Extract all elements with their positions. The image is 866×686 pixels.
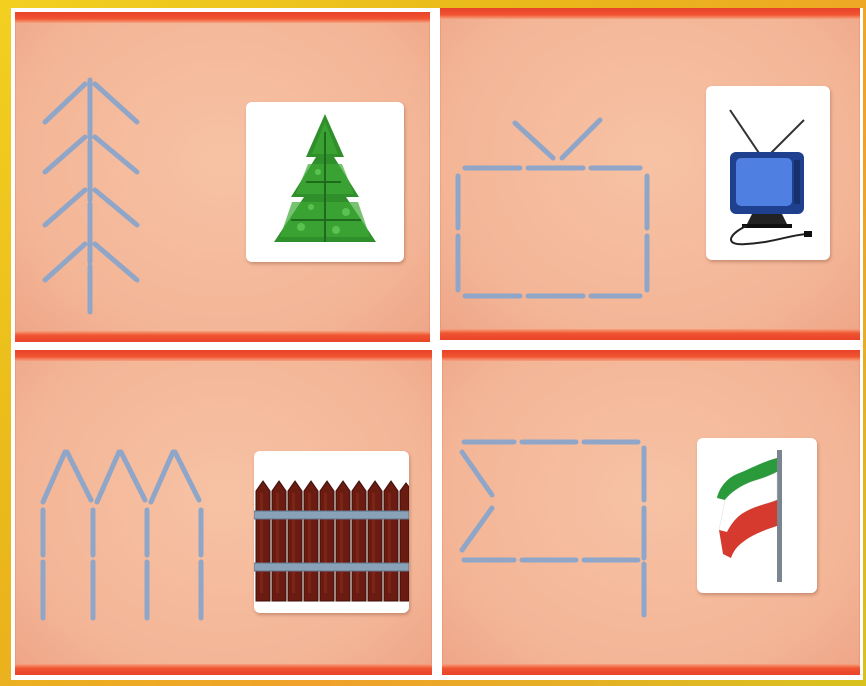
card-flag — [442, 350, 860, 675]
card-tree — [15, 12, 430, 342]
television-icon — [706, 86, 830, 260]
flag-icon — [697, 438, 817, 593]
card-fence — [15, 350, 432, 675]
flag-picture-tile — [697, 438, 817, 593]
fence-picture-tile — [254, 451, 409, 613]
fence-icon — [254, 451, 409, 613]
tv-picture-tile — [706, 86, 830, 260]
tree-picture-tile — [246, 102, 404, 262]
card-tv — [440, 8, 860, 340]
fir-tree-icon — [246, 102, 404, 262]
